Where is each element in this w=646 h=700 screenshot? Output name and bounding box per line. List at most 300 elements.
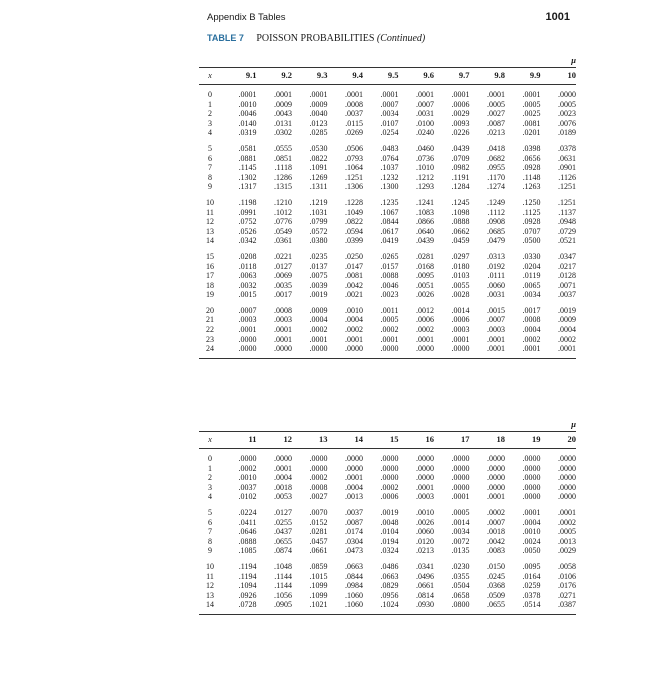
probability-cell: .0439 xyxy=(451,143,470,153)
probability-cell: .0001 xyxy=(416,482,434,492)
x-value: 18 xyxy=(206,280,214,290)
probability-cell: .0070 xyxy=(309,507,328,517)
table-row xyxy=(199,271,576,281)
table-row xyxy=(199,315,576,325)
probability-cell: .0000 xyxy=(558,463,576,473)
probability-cell: .0459 xyxy=(451,236,470,246)
probability-cell: .0174 xyxy=(345,527,363,537)
probability-cell: .1145 xyxy=(238,163,257,173)
probability-cell: .1037 xyxy=(380,163,399,173)
probability-cell: .0102 xyxy=(238,492,257,502)
probability-cell: .0180 xyxy=(451,261,470,271)
probability-cell: .0007 xyxy=(380,99,399,109)
mu-column-header: 12 xyxy=(257,432,293,449)
probability-cell: .0003 xyxy=(274,315,292,325)
probability-cell: .0088 xyxy=(380,271,399,281)
probability-cell: .0009 xyxy=(309,305,328,315)
probability-cell: .0000 xyxy=(487,482,505,492)
x-value: 10 xyxy=(206,197,214,207)
probability-cell: .0881 xyxy=(238,153,257,163)
probability-cell: .0005 xyxy=(558,527,576,537)
probability-cell: .0004 xyxy=(558,325,576,335)
probability-cell: .0822 xyxy=(345,217,363,227)
x-value: 1 xyxy=(208,463,212,473)
probability-cell: .0002 xyxy=(522,334,541,344)
probability-cell: .0984 xyxy=(345,581,363,591)
probability-cell: .1235 xyxy=(380,197,399,207)
probability-cell: .0168 xyxy=(416,261,434,271)
probability-cell: .0095 xyxy=(416,271,434,281)
probability-cell: .0281 xyxy=(416,251,434,261)
table-row xyxy=(199,262,576,272)
probability-cell: .0007 xyxy=(416,99,434,109)
probability-cell: .0581 xyxy=(238,143,257,153)
probability-cell: .0000 xyxy=(238,454,257,463)
probability-cell: .0341 xyxy=(416,561,434,571)
probability-cell: .0003 xyxy=(487,325,505,335)
probability-cell: .0192 xyxy=(487,261,505,271)
probability-cell: .1125 xyxy=(522,207,541,217)
probability-cell: .1311 xyxy=(309,182,328,192)
probability-cell: .0866 xyxy=(416,217,434,227)
probability-cell: .0100 xyxy=(416,118,434,128)
x-value: 16 xyxy=(206,261,214,271)
x-value: 3 xyxy=(208,482,212,492)
probability-cell: .0008 xyxy=(345,99,363,109)
probability-cell: .1012 xyxy=(274,207,292,217)
probability-cell: .0000 xyxy=(558,454,576,463)
probability-cell: .0027 xyxy=(309,492,328,502)
probability-cell: .0530 xyxy=(309,143,328,153)
probability-cell: .1091 xyxy=(309,163,328,173)
probability-cell: .0005 xyxy=(487,99,505,109)
probability-cell: .0152 xyxy=(309,517,328,527)
probability-cell: .0017 xyxy=(274,290,292,300)
table-row xyxy=(199,217,576,227)
probability-cell: .0019 xyxy=(380,507,399,517)
probability-cell: .0019 xyxy=(309,290,328,300)
probability-cell: .0245 xyxy=(487,571,505,581)
probability-cell: .0411 xyxy=(238,517,257,527)
probability-cell: .0007 xyxy=(487,315,505,325)
probability-cell: .0000 xyxy=(416,463,434,473)
probability-cell: .0000 xyxy=(522,473,541,483)
table-row xyxy=(199,546,576,556)
probability-cell: .0000 xyxy=(274,454,292,463)
probability-cell: .0147 xyxy=(345,261,363,271)
x-value: 24 xyxy=(206,344,214,354)
probability-cell: .1137 xyxy=(558,207,576,217)
probability-cell: .0001 xyxy=(522,90,541,99)
probability-cell: .0799 xyxy=(309,217,328,227)
probability-cell: .0018 xyxy=(274,482,292,492)
probability-cell: .1064 xyxy=(345,163,363,173)
probability-cell: .0851 xyxy=(274,153,292,163)
poisson-table-2 xyxy=(199,419,576,615)
probability-cell: .0005 xyxy=(558,99,576,109)
probability-cell: .0015 xyxy=(487,305,505,315)
probability-cell: .1198 xyxy=(238,197,257,207)
probability-cell: .0230 xyxy=(451,561,470,571)
page-number: 1001 xyxy=(545,11,570,23)
probability-cell: .0829 xyxy=(380,581,399,591)
mu-column-header: 17 xyxy=(434,432,470,449)
probability-cell: .0002 xyxy=(416,325,434,335)
probability-cell: .1293 xyxy=(416,182,434,192)
probability-cell: .0000 xyxy=(487,454,505,463)
probability-cell: .0004 xyxy=(309,315,328,325)
probability-cell: .0075 xyxy=(309,271,328,281)
probability-cell: .0001 xyxy=(451,334,470,344)
probability-cell: .0656 xyxy=(522,153,541,163)
probability-cell: .0000 xyxy=(487,473,505,483)
probability-cell: .0063 xyxy=(238,271,257,281)
mu-column-header: 15 xyxy=(363,432,399,449)
probability-cell: .0017 xyxy=(522,305,541,315)
probability-cell: .0555 xyxy=(274,143,292,153)
probability-cell: .0128 xyxy=(558,271,576,281)
running-head: Appendix B Tables xyxy=(207,12,286,23)
table-row xyxy=(199,281,576,291)
x-value: 12 xyxy=(206,217,214,227)
probability-cell: .0002 xyxy=(487,507,505,517)
probability-cell: .0000 xyxy=(309,344,328,354)
probability-cell: .0000 xyxy=(522,454,541,463)
probability-cell: .1284 xyxy=(451,182,470,192)
probability-cell: .0004 xyxy=(522,325,541,335)
probability-cell: .1219 xyxy=(309,197,328,207)
probability-cell: .0023 xyxy=(380,290,399,300)
x-value: 10 xyxy=(206,561,214,571)
probability-cell: .0752 xyxy=(238,217,257,227)
probability-cell: .0380 xyxy=(309,236,328,246)
x-value: 8 xyxy=(208,536,212,546)
probability-cell: .0001 xyxy=(345,90,363,99)
probability-cell: .0009 xyxy=(309,99,328,109)
x-value: 2 xyxy=(208,109,212,119)
probability-cell: .0037 xyxy=(345,109,363,119)
probability-cell: .0729 xyxy=(558,226,576,236)
probability-cell: .0055 xyxy=(451,280,470,290)
x-value: 6 xyxy=(208,517,212,527)
table-row xyxy=(199,492,576,502)
probability-cell: .0037 xyxy=(238,482,257,492)
probability-cell: .0001 xyxy=(522,344,541,354)
probability-cell: .1049 xyxy=(345,207,363,217)
probability-cell: .0982 xyxy=(451,163,470,173)
table-caption xyxy=(207,33,425,44)
x-value: 0 xyxy=(208,454,212,463)
table-row xyxy=(199,464,576,474)
probability-cell: .0226 xyxy=(451,128,470,138)
probability-cell: .0217 xyxy=(558,261,576,271)
probability-cell: .0709 xyxy=(451,153,470,163)
probability-cell: .0926 xyxy=(238,590,257,600)
probability-cell: .0014 xyxy=(451,517,470,527)
probability-cell: .0661 xyxy=(416,581,434,591)
probability-cell: .0164 xyxy=(522,571,541,581)
table-row xyxy=(199,109,576,119)
mu-symbol: μ xyxy=(571,419,576,430)
probability-cell: .0460 xyxy=(416,143,434,153)
probability-cell: .1083 xyxy=(416,207,434,217)
probability-cell: .0001 xyxy=(416,90,434,99)
probability-cell: .0001 xyxy=(380,334,399,344)
probability-cell: .0500 xyxy=(522,236,541,246)
table-row xyxy=(199,290,576,300)
x-value: 9 xyxy=(208,546,212,556)
probability-cell: .0001 xyxy=(274,325,292,335)
probability-cell: .0504 xyxy=(451,581,470,591)
probability-cell: .1118 xyxy=(274,163,292,173)
probability-cell: .0081 xyxy=(522,118,541,128)
probability-cell: .0001 xyxy=(558,507,576,517)
probability-cell: .0240 xyxy=(416,128,434,138)
x-value: 17 xyxy=(206,271,214,281)
probability-cell: .1274 xyxy=(487,182,505,192)
probability-cell: .0001 xyxy=(416,334,434,344)
probability-cell: .0572 xyxy=(309,226,328,236)
probability-cell: .1021 xyxy=(309,600,328,610)
probability-cell: .0297 xyxy=(451,251,470,261)
probability-cell: .0058 xyxy=(558,561,576,571)
probability-cell: .0319 xyxy=(238,128,257,138)
probability-cell: .0119 xyxy=(522,271,541,281)
mu-column-header: 9.7 xyxy=(434,68,470,85)
probability-cell: .0002 xyxy=(309,325,328,335)
probability-cell: .0514 xyxy=(522,600,541,610)
probability-cell: .0736 xyxy=(416,153,434,163)
x-value: 1 xyxy=(208,99,212,109)
probability-cell: .0003 xyxy=(416,492,434,502)
page-header xyxy=(207,12,570,28)
probability-cell: .1112 xyxy=(487,207,505,217)
probability-cell: .0043 xyxy=(274,109,292,119)
probability-cell: .0473 xyxy=(345,546,363,556)
probability-cell: .0035 xyxy=(274,280,292,290)
probability-cell: .0956 xyxy=(380,590,399,600)
probability-cell: .0483 xyxy=(380,143,399,153)
probability-cell: .0004 xyxy=(345,315,363,325)
mu-column-header: 13 xyxy=(292,432,328,449)
probability-cell: .0685 xyxy=(487,226,505,236)
probability-cell: .0002 xyxy=(558,334,576,344)
probability-cell: .0176 xyxy=(558,581,576,591)
probability-cell: .0002 xyxy=(238,463,257,473)
table-row xyxy=(199,236,576,246)
table-row xyxy=(199,128,576,138)
probability-cell: .0127 xyxy=(274,507,292,517)
probability-cell: .0000 xyxy=(416,344,434,354)
probability-cell: .0069 xyxy=(274,271,292,281)
table-row xyxy=(199,527,576,537)
probability-cell: .0103 xyxy=(451,271,470,281)
table-row xyxy=(199,508,576,518)
table-row xyxy=(199,473,576,483)
probability-cell: .0015 xyxy=(238,290,257,300)
probability-cell: .1191 xyxy=(451,172,470,182)
probability-cell: .0000 xyxy=(558,90,576,99)
probability-cell: .0001 xyxy=(309,334,328,344)
probability-cell: .0087 xyxy=(345,517,363,527)
x-value: 11 xyxy=(206,207,214,217)
probability-cell: .0051 xyxy=(416,280,434,290)
table-row xyxy=(199,90,576,100)
probability-cell: .0027 xyxy=(487,109,505,119)
probability-cell: .0208 xyxy=(238,251,257,261)
probability-cell: .0955 xyxy=(487,163,505,173)
table-row xyxy=(199,518,576,528)
probability-cell: .1085 xyxy=(238,546,257,556)
mu-column-header: 18 xyxy=(470,432,506,449)
probability-cell: .0506 xyxy=(345,143,363,153)
probability-cell: .0006 xyxy=(380,492,399,502)
mu-column-header: 9.1 xyxy=(221,68,257,85)
probability-cell: .0928 xyxy=(522,163,541,173)
probability-cell: .0060 xyxy=(416,527,434,537)
probability-cell: .0658 xyxy=(451,590,470,600)
probability-cell: .1099 xyxy=(309,590,328,600)
table-row xyxy=(199,227,576,237)
probability-cell: .0255 xyxy=(274,517,292,527)
probability-cell: .0032 xyxy=(238,280,257,290)
table-row xyxy=(199,163,576,173)
x-value: 8 xyxy=(208,172,212,182)
probability-cell: .1144 xyxy=(274,571,292,581)
mu-column-header: 14 xyxy=(328,432,364,449)
mu-column-header: 19 xyxy=(505,432,541,449)
table-row xyxy=(199,335,576,345)
probability-cell: .0874 xyxy=(274,546,292,556)
probability-cell: .0140 xyxy=(238,118,257,128)
probability-cell: .0342 xyxy=(238,236,257,246)
table-row xyxy=(199,173,576,183)
probability-cell: .0888 xyxy=(451,217,470,227)
mu-column-header: 10 xyxy=(541,68,577,85)
probability-cell: .1263 xyxy=(522,182,541,192)
probability-cell: .0204 xyxy=(522,261,541,271)
probability-cell: .1315 xyxy=(274,182,292,192)
probability-cell: .0003 xyxy=(451,325,470,335)
x-value: 21 xyxy=(206,315,214,325)
probability-cell: .0888 xyxy=(238,536,257,546)
table-row xyxy=(199,344,576,354)
probability-cell: .0439 xyxy=(416,236,434,246)
mu-column-header: 16 xyxy=(399,432,435,449)
probability-cell: .0000 xyxy=(451,482,470,492)
probability-cell: .1251 xyxy=(558,197,576,207)
probability-cell: .1249 xyxy=(487,197,505,207)
probability-cell: .0000 xyxy=(451,473,470,483)
probability-cell: .0655 xyxy=(274,536,292,546)
table-row xyxy=(199,100,576,110)
probability-cell: .0928 xyxy=(522,217,541,227)
probability-cell: .1300 xyxy=(380,182,399,192)
probability-cell: .0194 xyxy=(380,536,399,546)
probability-cell: .0026 xyxy=(416,290,434,300)
probability-cell: .0000 xyxy=(487,463,505,473)
probability-cell: .0007 xyxy=(238,305,257,315)
probability-cell: .0009 xyxy=(274,99,292,109)
mu-column-header: 9.8 xyxy=(470,68,506,85)
probability-cell: .0991 xyxy=(238,207,257,217)
probability-cell: .0419 xyxy=(380,236,399,246)
probability-cell: .0201 xyxy=(522,128,541,138)
probability-cell: .0000 xyxy=(451,463,470,473)
probability-cell: .0000 xyxy=(345,344,363,354)
probability-cell: .0127 xyxy=(274,261,292,271)
probability-cell: .0707 xyxy=(522,226,541,236)
probability-cell: .1250 xyxy=(522,197,541,207)
probability-cell: .1099 xyxy=(309,581,328,591)
probability-cell: .0000 xyxy=(380,454,399,463)
probability-cell: .1286 xyxy=(274,172,292,182)
probability-cell: .0039 xyxy=(309,280,328,290)
x-value: 0 xyxy=(208,90,212,99)
probability-cell: .0025 xyxy=(522,109,541,119)
probability-cell: .1056 xyxy=(274,590,292,600)
probability-cell: .0120 xyxy=(416,536,434,546)
probability-cell: .0368 xyxy=(487,581,505,591)
probability-cell: .0259 xyxy=(522,581,541,591)
probability-cell: .0006 xyxy=(451,315,470,325)
probability-cell: .1241 xyxy=(416,197,434,207)
probability-cell: .0118 xyxy=(238,261,257,271)
probability-cell: .0000 xyxy=(309,454,328,463)
x-value: 22 xyxy=(206,325,214,335)
probability-cell: .0663 xyxy=(345,561,363,571)
probability-cell: .1144 xyxy=(274,581,292,591)
probability-cell: .0004 xyxy=(345,482,363,492)
probability-cell: .0387 xyxy=(558,600,576,610)
probability-cell: .0399 xyxy=(345,236,363,246)
x-value: 13 xyxy=(206,590,214,600)
probability-cell: .1228 xyxy=(345,197,363,207)
probability-cell: .0031 xyxy=(487,290,505,300)
probability-cell: .0042 xyxy=(487,536,505,546)
x-value: 15 xyxy=(206,251,214,261)
probability-cell: .0093 xyxy=(451,118,470,128)
probability-cell: .0496 xyxy=(416,571,434,581)
probability-cell: .0065 xyxy=(522,280,541,290)
probability-cell: .0189 xyxy=(558,128,576,138)
probability-cell: .1194 xyxy=(238,561,257,571)
probability-cell: .1010 xyxy=(416,163,434,173)
table-row xyxy=(199,537,576,547)
probability-cell: .0000 xyxy=(558,492,576,502)
probability-cell: .0269 xyxy=(345,128,363,138)
probability-cell: .1170 xyxy=(487,172,505,182)
x-value: 7 xyxy=(208,527,212,537)
probability-cell: .0029 xyxy=(451,109,470,119)
probability-cell: .0002 xyxy=(558,517,576,527)
probability-cell: .0457 xyxy=(309,536,328,546)
table-row xyxy=(199,119,576,129)
table-row xyxy=(199,198,576,208)
table-row xyxy=(199,562,576,572)
probability-cell: .0157 xyxy=(380,261,399,271)
probability-cell: .0060 xyxy=(487,280,505,290)
probability-cell: .0012 xyxy=(416,305,434,315)
probability-cell: .0010 xyxy=(238,473,257,483)
probability-cell: .0793 xyxy=(345,153,363,163)
probability-cell: .0661 xyxy=(309,546,328,556)
probability-cell: .0081 xyxy=(345,271,363,281)
probability-cell: .0776 xyxy=(274,217,292,227)
probability-cell: .0001 xyxy=(487,334,505,344)
table-row xyxy=(199,581,576,591)
x-value: 19 xyxy=(206,290,214,300)
